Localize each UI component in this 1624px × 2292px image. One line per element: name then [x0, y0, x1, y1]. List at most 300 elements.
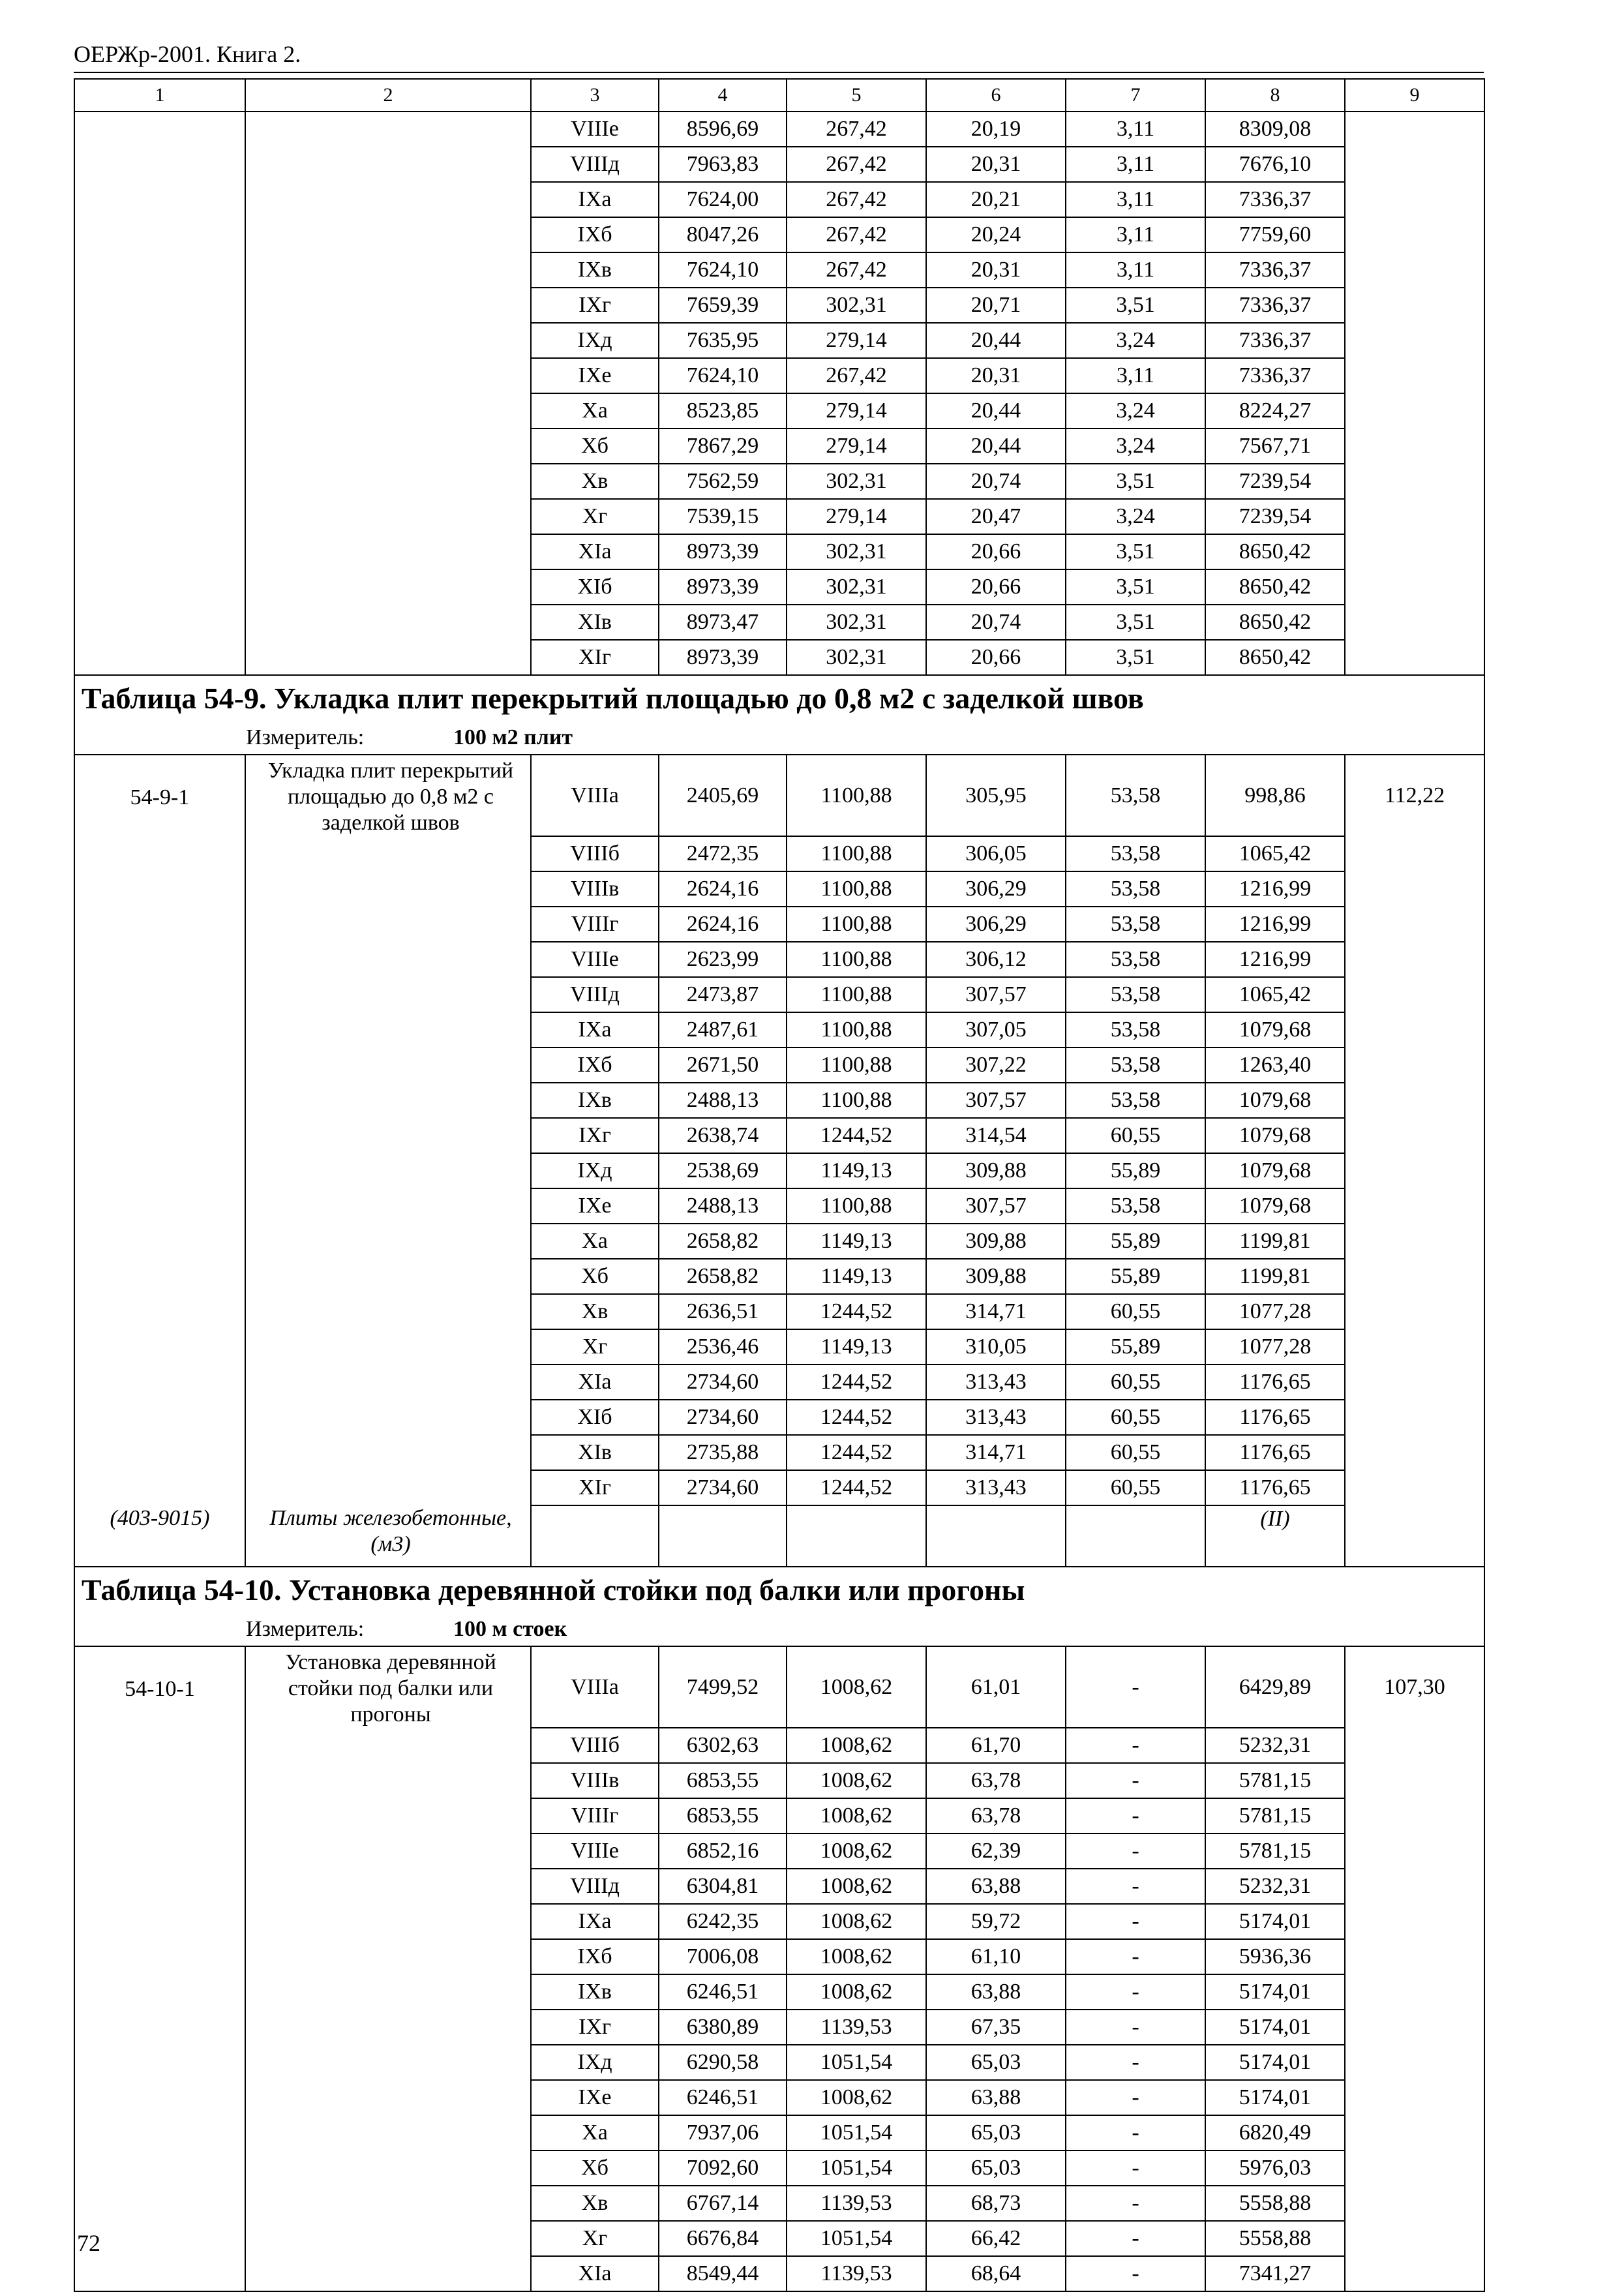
table-row	[74, 1833, 1484, 1869]
resource-note-row	[74, 1505, 1484, 1567]
code-cell	[74, 871, 245, 907]
value-cell: 5174,01	[1205, 2010, 1345, 2045]
value-cell: 7499,52	[659, 1646, 787, 1728]
value-cell: 2623,99	[659, 942, 787, 977]
zone-cell: IXе	[531, 358, 659, 393]
table-row	[74, 1329, 1484, 1365]
value-cell: 6676,84	[659, 2221, 787, 2256]
table-row	[74, 1012, 1484, 1048]
meter-row	[74, 721, 1484, 755]
description-cell	[245, 605, 531, 640]
zone-cell: IXг	[531, 288, 659, 323]
value-cell: 307,57	[926, 1083, 1066, 1118]
value-cell: -	[1066, 2256, 1205, 2291]
value-cell: 1077,28	[1205, 1294, 1345, 1329]
table-row	[74, 907, 1484, 942]
zone-cell: Xб	[531, 2150, 659, 2186]
value-cell: 1216,99	[1205, 871, 1345, 907]
table-row	[74, 1048, 1484, 1083]
value-cell: 8650,42	[1205, 534, 1345, 569]
description-cell	[245, 2150, 531, 2186]
description-cell	[245, 323, 531, 358]
value-cell: 2488,13	[659, 1083, 787, 1118]
table-row	[74, 393, 1484, 429]
value-cell: 279,14	[787, 393, 926, 429]
value-cell: 7562,59	[659, 464, 787, 499]
value-cell: 1244,52	[787, 1400, 926, 1435]
value-cell: 313,43	[926, 1470, 1066, 1505]
value-cell: 1199,81	[1205, 1224, 1345, 1259]
value-cell: 1051,54	[787, 2115, 926, 2150]
zone-cell: XIг	[531, 640, 659, 675]
value-cell: 53,58	[1066, 1012, 1205, 1048]
zone-cell: Xв	[531, 464, 659, 499]
table-row	[74, 1365, 1484, 1400]
description-cell	[245, 640, 531, 675]
value-cell: 7336,37	[1205, 358, 1345, 393]
value-cell: 53,58	[1066, 977, 1205, 1012]
value-cell: 7635,95	[659, 323, 787, 358]
description-cell	[245, 1365, 531, 1400]
column-number: 4	[659, 79, 787, 112]
value-cell: 1008,62	[787, 1974, 926, 2010]
value-cell: 2536,46	[659, 1329, 787, 1365]
code-cell	[74, 1470, 245, 1505]
value-cell: -	[1066, 1904, 1205, 1939]
code-cell	[74, 1646, 245, 1728]
description-cell	[245, 1728, 531, 1763]
value-cell: 60,55	[1066, 1470, 1205, 1505]
description-cell	[245, 2010, 531, 2045]
meter-cell	[74, 721, 1484, 755]
value-cell: 5781,15	[1205, 1763, 1345, 1798]
col9-cell	[1345, 871, 1484, 907]
value-cell: 1244,52	[787, 1435, 926, 1470]
table-row	[74, 755, 1484, 836]
value-cell: 6246,51	[659, 2080, 787, 2115]
value-cell: 8973,39	[659, 534, 787, 569]
table-row	[74, 534, 1484, 569]
value-cell: 3,11	[1066, 147, 1205, 182]
value-cell: 8650,42	[1205, 640, 1345, 675]
value-cell: 20,31	[926, 252, 1066, 288]
description-cell	[245, 1083, 531, 1118]
note-cell: (II)	[1205, 1505, 1345, 1567]
table-row	[74, 1188, 1484, 1224]
value-cell: 267,42	[787, 147, 926, 182]
value-cell: 7006,08	[659, 1939, 787, 1974]
code-cell	[74, 1224, 245, 1259]
note-cell: Плиты железобетонные, (м3)	[245, 1505, 531, 1567]
value-cell: 20,66	[926, 640, 1066, 675]
value-cell: 2638,74	[659, 1118, 787, 1153]
zone-cell: VIIIг	[531, 907, 659, 942]
value-cell: 2734,60	[659, 1400, 787, 1435]
zone-cell: Xг	[531, 2221, 659, 2256]
value-cell: 20,74	[926, 605, 1066, 640]
table-row	[74, 1400, 1484, 1435]
value-cell: 310,05	[926, 1329, 1066, 1365]
table-row	[74, 499, 1484, 534]
value-cell: 1077,28	[1205, 1329, 1345, 1365]
work-description: Укладка плит перекрытий площадью до 0,8 м2 с заделкой швов	[267, 759, 514, 835]
value-cell: 6853,55	[659, 1798, 787, 1833]
value-cell: 20,44	[926, 429, 1066, 464]
value-cell: 20,71	[926, 288, 1066, 323]
value-cell: 1244,52	[787, 1118, 926, 1153]
zone-cell: VIIIв	[531, 871, 659, 907]
col9-cell	[1345, 942, 1484, 977]
value-cell: 313,43	[926, 1365, 1066, 1400]
value-cell: 1100,88	[787, 977, 926, 1012]
col9-cell	[1345, 1259, 1484, 1294]
value-cell: 6290,58	[659, 2045, 787, 2080]
description-cell	[245, 1646, 531, 1728]
value-cell: 313,43	[926, 1400, 1066, 1435]
value-cell: 60,55	[1066, 1118, 1205, 1153]
zone-cell: IXг	[531, 2010, 659, 2045]
value-cell: 1051,54	[787, 2045, 926, 2080]
value-cell: 8973,47	[659, 605, 787, 640]
description-cell	[245, 1118, 531, 1153]
value-cell: -	[1066, 1798, 1205, 1833]
table-row	[74, 1435, 1484, 1470]
zone-cell: VIIIб	[531, 1728, 659, 1763]
col9-cell	[1345, 112, 1484, 147]
zone-cell: XIа	[531, 2256, 659, 2291]
value-cell: 6304,81	[659, 1869, 787, 1904]
col9-cell	[1345, 534, 1484, 569]
table-row	[74, 2010, 1484, 2045]
zone-cell: VIIIе	[531, 1833, 659, 1869]
col9-cell	[1345, 836, 1484, 871]
value-cell: 5976,03	[1205, 2150, 1345, 2186]
value-cell: 20,74	[926, 464, 1066, 499]
description-cell	[245, 569, 531, 605]
table-row	[74, 2045, 1484, 2080]
value-cell: 302,31	[787, 640, 926, 675]
code-cell	[74, 2150, 245, 2186]
value-cell: 279,14	[787, 499, 926, 534]
column-number-row	[74, 79, 1484, 112]
table-row	[74, 569, 1484, 605]
value-cell: 307,22	[926, 1048, 1066, 1083]
value-cell: 8047,26	[659, 217, 787, 252]
code-cell	[74, 755, 245, 836]
value-cell: 302,31	[787, 288, 926, 323]
value-cell: 6242,35	[659, 1904, 787, 1939]
table-row	[74, 217, 1484, 252]
table-row	[74, 1153, 1484, 1188]
value-cell: 1051,54	[787, 2150, 926, 2186]
table-row	[74, 147, 1484, 182]
col9-cell	[1345, 1400, 1484, 1435]
zone-cell: IXа	[531, 1012, 659, 1048]
code-cell	[74, 393, 245, 429]
value-cell: 3,11	[1066, 217, 1205, 252]
value-cell: 2538,69	[659, 1153, 787, 1188]
code-cell	[74, 1728, 245, 1763]
value-cell: -	[1066, 1763, 1205, 1798]
value-cell: 61,01	[926, 1646, 1066, 1728]
zone-cell: Xб	[531, 429, 659, 464]
value-cell: 1079,68	[1205, 1188, 1345, 1224]
value-cell: -	[1066, 1833, 1205, 1869]
value-cell: 3,51	[1066, 605, 1205, 640]
value-cell: 8309,08	[1205, 112, 1345, 147]
zone-cell: XIа	[531, 534, 659, 569]
code-cell	[74, 1083, 245, 1118]
value-cell: -	[1066, 2150, 1205, 2186]
table-row	[74, 2080, 1484, 2115]
value-cell: 1199,81	[1205, 1259, 1345, 1294]
code-cell	[74, 1118, 245, 1153]
value-cell: 1008,62	[787, 1763, 926, 1798]
value-cell: 7336,37	[1205, 288, 1345, 323]
value-cell: 7624,00	[659, 182, 787, 217]
column-number: 1	[74, 79, 245, 112]
zone-cell: Xг	[531, 1329, 659, 1365]
value-cell: 306,29	[926, 871, 1066, 907]
note-cell	[1345, 1505, 1484, 1567]
col9-cell	[1345, 640, 1484, 675]
value-cell: 65,03	[926, 2045, 1066, 2080]
value-cell: 7963,83	[659, 147, 787, 182]
code-cell	[74, 464, 245, 499]
value-cell: 267,42	[787, 358, 926, 393]
note-cell	[659, 1505, 787, 1567]
zone-cell: Xа	[531, 2115, 659, 2150]
column-number: 8	[1205, 79, 1345, 112]
value-cell: 68,64	[926, 2256, 1066, 2291]
description-cell	[245, 755, 531, 836]
description-cell	[245, 288, 531, 323]
col9-cell	[1345, 1798, 1484, 1833]
note-cell	[1066, 1505, 1205, 1567]
value-cell: 60,55	[1066, 1400, 1205, 1435]
value-cell: 6302,63	[659, 1728, 787, 1763]
value-cell: 7239,54	[1205, 499, 1345, 534]
value-cell: 55,89	[1066, 1329, 1205, 1365]
value-cell: 2488,13	[659, 1188, 787, 1224]
description-cell	[245, 1329, 531, 1365]
value-cell: 53,58	[1066, 1048, 1205, 1083]
value-cell: -	[1066, 2115, 1205, 2150]
col9-cell	[1345, 1728, 1484, 1763]
value-cell: 302,31	[787, 605, 926, 640]
description-cell	[245, 182, 531, 217]
code-cell	[74, 942, 245, 977]
value-cell: 3,24	[1066, 499, 1205, 534]
value-cell: 279,14	[787, 323, 926, 358]
value-cell: 1065,42	[1205, 836, 1345, 871]
code-cell	[74, 836, 245, 871]
value-cell: 7336,37	[1205, 323, 1345, 358]
description-cell	[245, 1400, 531, 1435]
value-cell: 20,44	[926, 323, 1066, 358]
code-cell	[74, 217, 245, 252]
code-cell	[74, 605, 245, 640]
table-row	[74, 1259, 1484, 1294]
value-cell: 5781,15	[1205, 1798, 1345, 1833]
meter-label: Измеритель:	[246, 725, 365, 749]
col9-cell	[1345, 252, 1484, 288]
col9-cell	[1345, 1048, 1484, 1083]
value-cell: 1008,62	[787, 1646, 926, 1728]
meter-cell	[74, 1613, 1484, 1646]
value-cell: 20,31	[926, 147, 1066, 182]
value-cell: 1149,13	[787, 1329, 926, 1365]
value-cell: 279,14	[787, 429, 926, 464]
value-cell: -	[1066, 1728, 1205, 1763]
code-cell	[74, 2045, 245, 2080]
description-cell	[245, 1012, 531, 1048]
col9-cell	[1345, 1435, 1484, 1470]
table-row	[74, 1763, 1484, 1798]
table-row	[74, 1974, 1484, 2010]
value-cell: 8973,39	[659, 569, 787, 605]
code-cell	[74, 1974, 245, 2010]
value-cell: 2671,50	[659, 1048, 787, 1083]
col9-cell	[1345, 1904, 1484, 1939]
table-row	[74, 2186, 1484, 2221]
zone-cell: VIIIе	[531, 942, 659, 977]
value-cell: -	[1066, 1974, 1205, 2010]
value-cell: 63,88	[926, 2080, 1066, 2115]
value-cell: 267,42	[787, 182, 926, 217]
value-cell: 2658,82	[659, 1259, 787, 1294]
value-cell: 1008,62	[787, 1939, 926, 1974]
description-cell	[245, 871, 531, 907]
value-cell: 267,42	[787, 217, 926, 252]
description-cell	[245, 942, 531, 977]
value-cell: 5232,31	[1205, 1869, 1345, 1904]
value-cell: 2734,60	[659, 1470, 787, 1505]
description-cell	[245, 2115, 531, 2150]
code-cell	[74, 1400, 245, 1435]
value-cell: 309,88	[926, 1153, 1066, 1188]
table-row	[74, 1728, 1484, 1763]
value-cell: 8224,27	[1205, 393, 1345, 429]
col9-cell	[1345, 2010, 1484, 2045]
value-cell: 1079,68	[1205, 1012, 1345, 1048]
col9-cell	[1345, 147, 1484, 182]
value-cell: 6820,49	[1205, 2115, 1345, 2150]
value-cell: 63,78	[926, 1798, 1066, 1833]
value-cell: 1263,40	[1205, 1048, 1345, 1083]
col9-cell	[1345, 323, 1484, 358]
value-cell: -	[1066, 2010, 1205, 2045]
value-cell: 1100,88	[787, 1048, 926, 1083]
col9-cell	[1345, 1153, 1484, 1188]
table-title: Таблица 54-9. Укладка плит перекрытий площадью до 0,8 м2 с заделкой швов	[74, 675, 1484, 721]
code-cell	[74, 2256, 245, 2291]
code-cell	[74, 2186, 245, 2221]
col9-cell	[1345, 2115, 1484, 2150]
value-cell: 1065,42	[1205, 977, 1345, 1012]
meter-label: Измеритель:	[246, 1617, 365, 1641]
zone-cell: Xв	[531, 1294, 659, 1329]
col9-cell	[1345, 1974, 1484, 2010]
value-cell: 2658,82	[659, 1224, 787, 1259]
zone-cell: IXв	[531, 252, 659, 288]
description-cell	[245, 1763, 531, 1798]
col9-cell	[1345, 907, 1484, 942]
description-cell	[245, 358, 531, 393]
work-code: 54-10-1	[125, 1677, 195, 1701]
col9-cell	[1345, 2150, 1484, 2186]
code-cell	[74, 569, 245, 605]
col9-cell	[1345, 977, 1484, 1012]
zone-cell: IXб	[531, 1048, 659, 1083]
value-cell: 62,39	[926, 1833, 1066, 1869]
value-cell: 63,78	[926, 1763, 1066, 1798]
page-number: 72	[77, 2230, 100, 2256]
value-cell: 55,89	[1066, 1224, 1205, 1259]
description-cell	[245, 1153, 531, 1188]
value-cell: 3,11	[1066, 112, 1205, 147]
value-cell: 1100,88	[787, 907, 926, 942]
value-cell: 8650,42	[1205, 605, 1345, 640]
zone-cell: VIIIг	[531, 1798, 659, 1833]
value-cell: 61,70	[926, 1728, 1066, 1763]
value-cell: 2624,16	[659, 907, 787, 942]
value-cell: 1008,62	[787, 2080, 926, 2115]
value-cell: 5781,15	[1205, 1833, 1345, 1869]
description-cell	[245, 1259, 531, 1294]
value-cell: 7341,27	[1205, 2256, 1345, 2291]
table-row	[74, 252, 1484, 288]
description-cell	[245, 429, 531, 464]
value-cell: 8973,39	[659, 640, 787, 675]
value-cell: 20,66	[926, 569, 1066, 605]
zone-cell: XIб	[531, 1400, 659, 1435]
value-cell: 307,57	[926, 977, 1066, 1012]
code-cell	[74, 1259, 245, 1294]
value-cell: 1079,68	[1205, 1153, 1345, 1188]
value-cell: -	[1066, 1646, 1205, 1728]
table-row	[74, 464, 1484, 499]
value-cell: 3,51	[1066, 288, 1205, 323]
value-cell: 314,71	[926, 1435, 1066, 1470]
value-cell: 1079,68	[1205, 1118, 1345, 1153]
col9-cell	[1345, 358, 1484, 393]
value-cell: 63,88	[926, 1974, 1066, 2010]
description-cell	[245, 1833, 531, 1869]
value-cell: 1051,54	[787, 2221, 926, 2256]
value-cell: 53,58	[1066, 871, 1205, 907]
table-row	[74, 1646, 1484, 1728]
table-row	[74, 942, 1484, 977]
header-rule	[74, 72, 1484, 73]
value-cell: 20,47	[926, 499, 1066, 534]
value-cell: 1176,65	[1205, 1470, 1345, 1505]
value-cell: 306,12	[926, 942, 1066, 977]
value-cell: 53,58	[1066, 1083, 1205, 1118]
value-cell: 6380,89	[659, 2010, 787, 2045]
value-cell: 67,35	[926, 2010, 1066, 2045]
code-cell	[74, 1294, 245, 1329]
value-cell: 7539,15	[659, 499, 787, 534]
col9-cell	[1345, 217, 1484, 252]
zone-cell: XIв	[531, 605, 659, 640]
code-cell	[74, 2080, 245, 2115]
value-cell: 5558,88	[1205, 2221, 1345, 2256]
value-cell: 1008,62	[787, 1728, 926, 1763]
code-cell	[74, 1188, 245, 1224]
code-cell	[74, 534, 245, 569]
col9-cell	[1345, 2221, 1484, 2256]
